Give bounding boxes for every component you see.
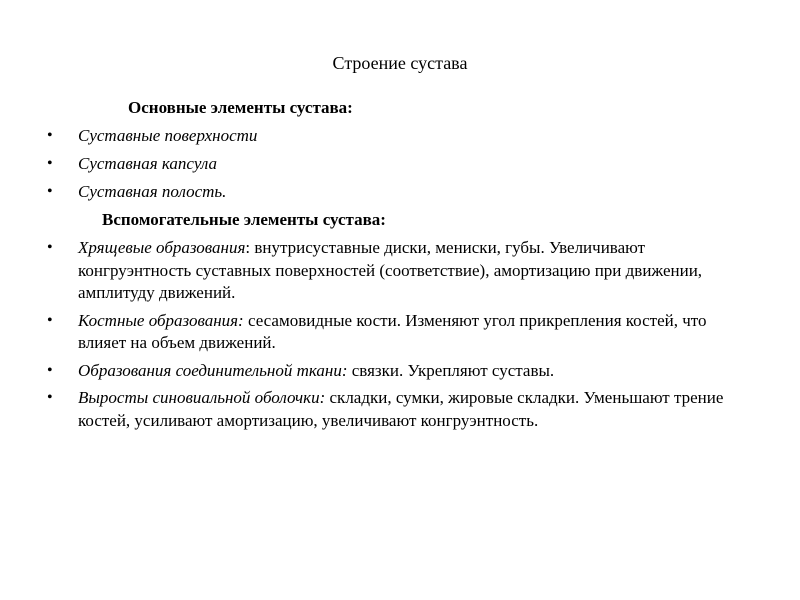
list-item — [0, 310, 758, 355]
bullet-icon: • — [47, 361, 53, 379]
list-item — [0, 153, 758, 176]
item-label: Хрящевые образования — [78, 238, 246, 257]
bullet-icon: • — [47, 311, 53, 329]
aux-elements-list — [0, 237, 758, 437]
main-elements-list — [0, 125, 758, 209]
list-item — [0, 237, 758, 305]
item-label: Суставная полость. — [78, 182, 227, 201]
item-text: : внутрисуставные диски, мениски, губы. Увеличивают конгруэнтность суставных поверхностей (соответствие), амортизацию при движении, амплитуду движений. — [78, 238, 703, 302]
bullet-icon: • — [47, 183, 53, 200]
bullet-icon: • — [47, 127, 53, 144]
main-elements-heading: Основные элементы сустава: — [128, 98, 353, 117]
list-item — [0, 181, 758, 204]
item-label: Суставные поверхности — [78, 126, 258, 145]
item-label: Суставная капсула — [78, 154, 218, 173]
bullet-icon: • — [47, 155, 53, 172]
list-item — [0, 387, 758, 432]
list-item — [0, 125, 758, 148]
bullet-icon: • — [47, 239, 53, 256]
item-text: связки. Укрепляют суставы. — [347, 360, 555, 380]
item-label: Образования соединительной ткани: — [78, 360, 348, 380]
item-label: Костные образования: — [78, 310, 244, 330]
item-text: сесамовидные кости. Изменяют угол прикрепления костей, что влияет на объем движений. — [78, 310, 707, 352]
list-item — [0, 360, 758, 383]
item-text: складки, сумки, жировые складки. Уменьшают трение костей, усиливают амортизацию, увеличивают конгруэнтность. — [78, 388, 724, 430]
slide-title: Строение сустава — [332, 53, 468, 73]
bullet-icon: • — [47, 389, 53, 406]
item-label: Выросты синовиальной оболочки: — [78, 388, 326, 407]
aux-elements-heading: Вспомогательные элементы сустава: — [102, 210, 386, 229]
